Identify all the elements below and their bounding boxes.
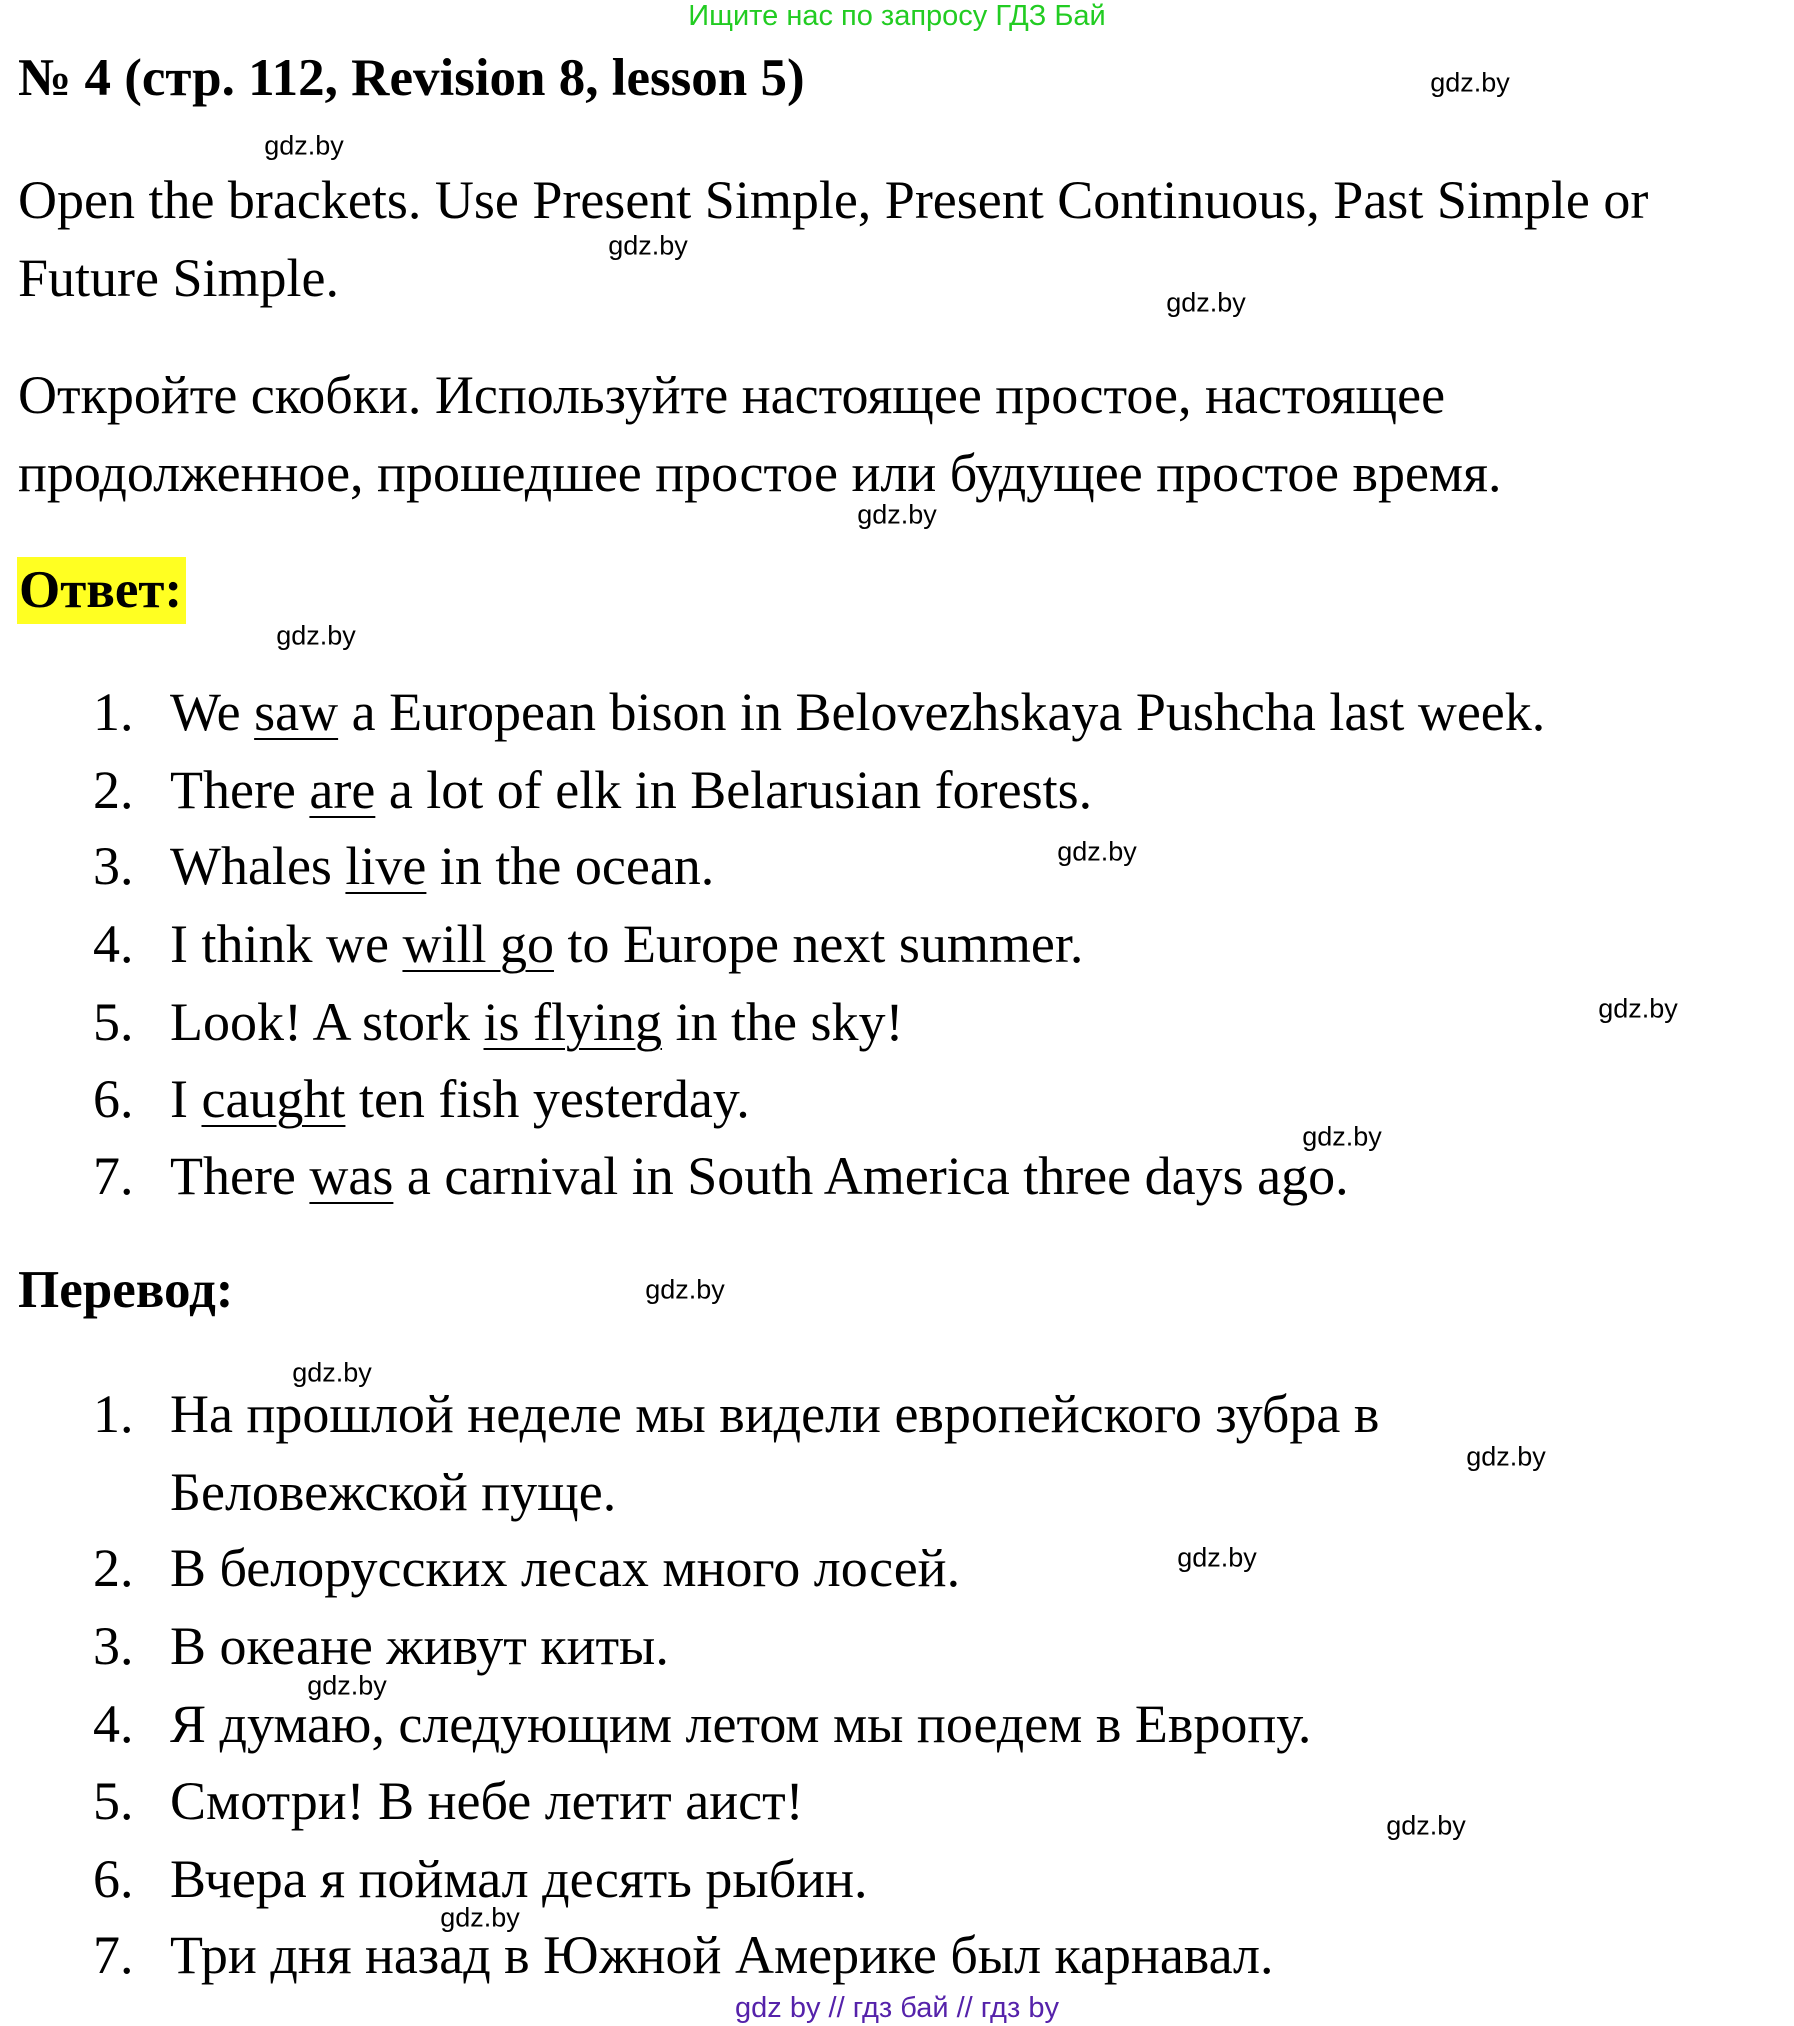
translation-item: На прошлой неделе мы видели европейского зубра в [170,1384,1380,1444]
answer-text: a European bison in Belovezhskaya Pushcha last week. [338,682,1546,742]
answer-number: 1. [93,682,134,742]
answer-verb-underlined: are [309,760,376,820]
translation-item: Вчера я поймал десять рыбин. [170,1849,868,1909]
answer-number: 4. [93,914,134,974]
watermark: gdz.by [307,1670,387,1701]
answer-text: There [170,760,310,820]
answer-item [170,1068,750,1130]
answer-text: I [170,1069,202,1129]
watermark: gdz.by [1302,1121,1382,1152]
translation-number: 5. [93,1771,134,1831]
answer-text: We [170,682,255,742]
page-title: № 4 (стр. 112, Revision 8, lesson 5) [18,49,805,107]
watermark: gdz.by [1430,67,1510,98]
answer-text: in the ocean. [426,836,715,896]
instruction-en-line: Open the brackets. Use Present Simple, Present Continuous, Past Simple or [18,170,1649,230]
answer-text: There [170,1146,310,1206]
watermark: gdz.by [440,1902,520,1933]
translation-number: 2. [93,1538,134,1598]
answer-verb-underlined: caught [201,1069,346,1129]
translation-item: Беловежской пуще. [170,1462,617,1522]
answer-item [170,1145,1349,1207]
translation-number: 1. [93,1384,134,1444]
watermark: gdz.by [264,130,344,161]
answer-text: a lot of elk in Belarusian forests. [375,760,1093,820]
watermark: gdz.by [857,499,937,530]
answer-item [170,835,714,897]
answer-item [170,681,1545,743]
watermark: gdz.by [1057,836,1137,867]
instruction-ru [18,356,1501,512]
answer-text: ten fish yesterday. [345,1069,750,1129]
watermark: gdz.by [1166,287,1246,318]
watermark: gdz.by [608,230,688,261]
answer-text: I think we [170,914,403,974]
answer-item [170,991,904,1053]
answer-verb-underlined: saw [254,682,339,742]
answer-verb-underlined: will go [402,914,554,974]
answer-item [170,913,1083,975]
answer-number: 7. [93,1146,134,1206]
answer-label: Ответ: [17,557,186,624]
translation-item: В океане живут киты. [170,1616,669,1676]
answer-verb-underlined: live [345,836,427,896]
instruction-ru-line: Откройте скобки. Используйте настоящее простое, настоящее [18,365,1446,425]
translation-number: 6. [93,1849,134,1909]
translation-number: 7. [93,1925,134,1985]
instruction-en [18,161,1648,317]
watermark: gdz.by [1177,1542,1257,1573]
watermark: gdz.by [1386,1810,1466,1841]
answer-text: a carnival in South America three days ago. [393,1146,1349,1206]
translation-item: Три дня назад в Южной Америке был карнавал. [170,1925,1274,1985]
watermark: gdz.by [1466,1441,1546,1472]
top-banner: Ищите нас по запросу ГДЗ Бай [688,0,1106,32]
translation-item: В белорусских лесах много лосей. [170,1538,961,1598]
translation-label: Перевод: [18,1261,234,1319]
footer-links[interactable]: gdz by // гдз бай // гдз by [735,1992,1059,2024]
watermark: gdz.by [1598,993,1678,1024]
watermark: gdz.by [292,1357,372,1388]
answer-verb-underlined: was [309,1146,394,1206]
watermark: gdz.by [276,620,356,651]
answer-verb-underlined: is flying [483,992,663,1052]
translation-number: 3. [93,1616,134,1676]
answer-number: 6. [93,1069,134,1129]
answer-number: 5. [93,992,134,1052]
instruction-en-line: Future Simple. [18,248,339,308]
instruction-ru-line: продолженное, прошедшее простое или будущее простое время. [18,443,1502,503]
answer-number: 3. [93,836,134,896]
translation-item: Я думаю, следующим летом мы поедем в Европу. [170,1694,1312,1754]
answer-number: 2. [93,760,134,820]
answer-text: to Europe next summer. [553,914,1084,974]
answer-item [170,759,1092,821]
answer-text: Whales [170,836,346,896]
answer-text: Look! A stork [170,992,484,1052]
answer-text: in the sky! [662,992,904,1052]
translation-item: Смотри! В небе летит аист! [170,1771,804,1831]
translation-number: 4. [93,1694,134,1754]
watermark: gdz.by [645,1274,725,1305]
